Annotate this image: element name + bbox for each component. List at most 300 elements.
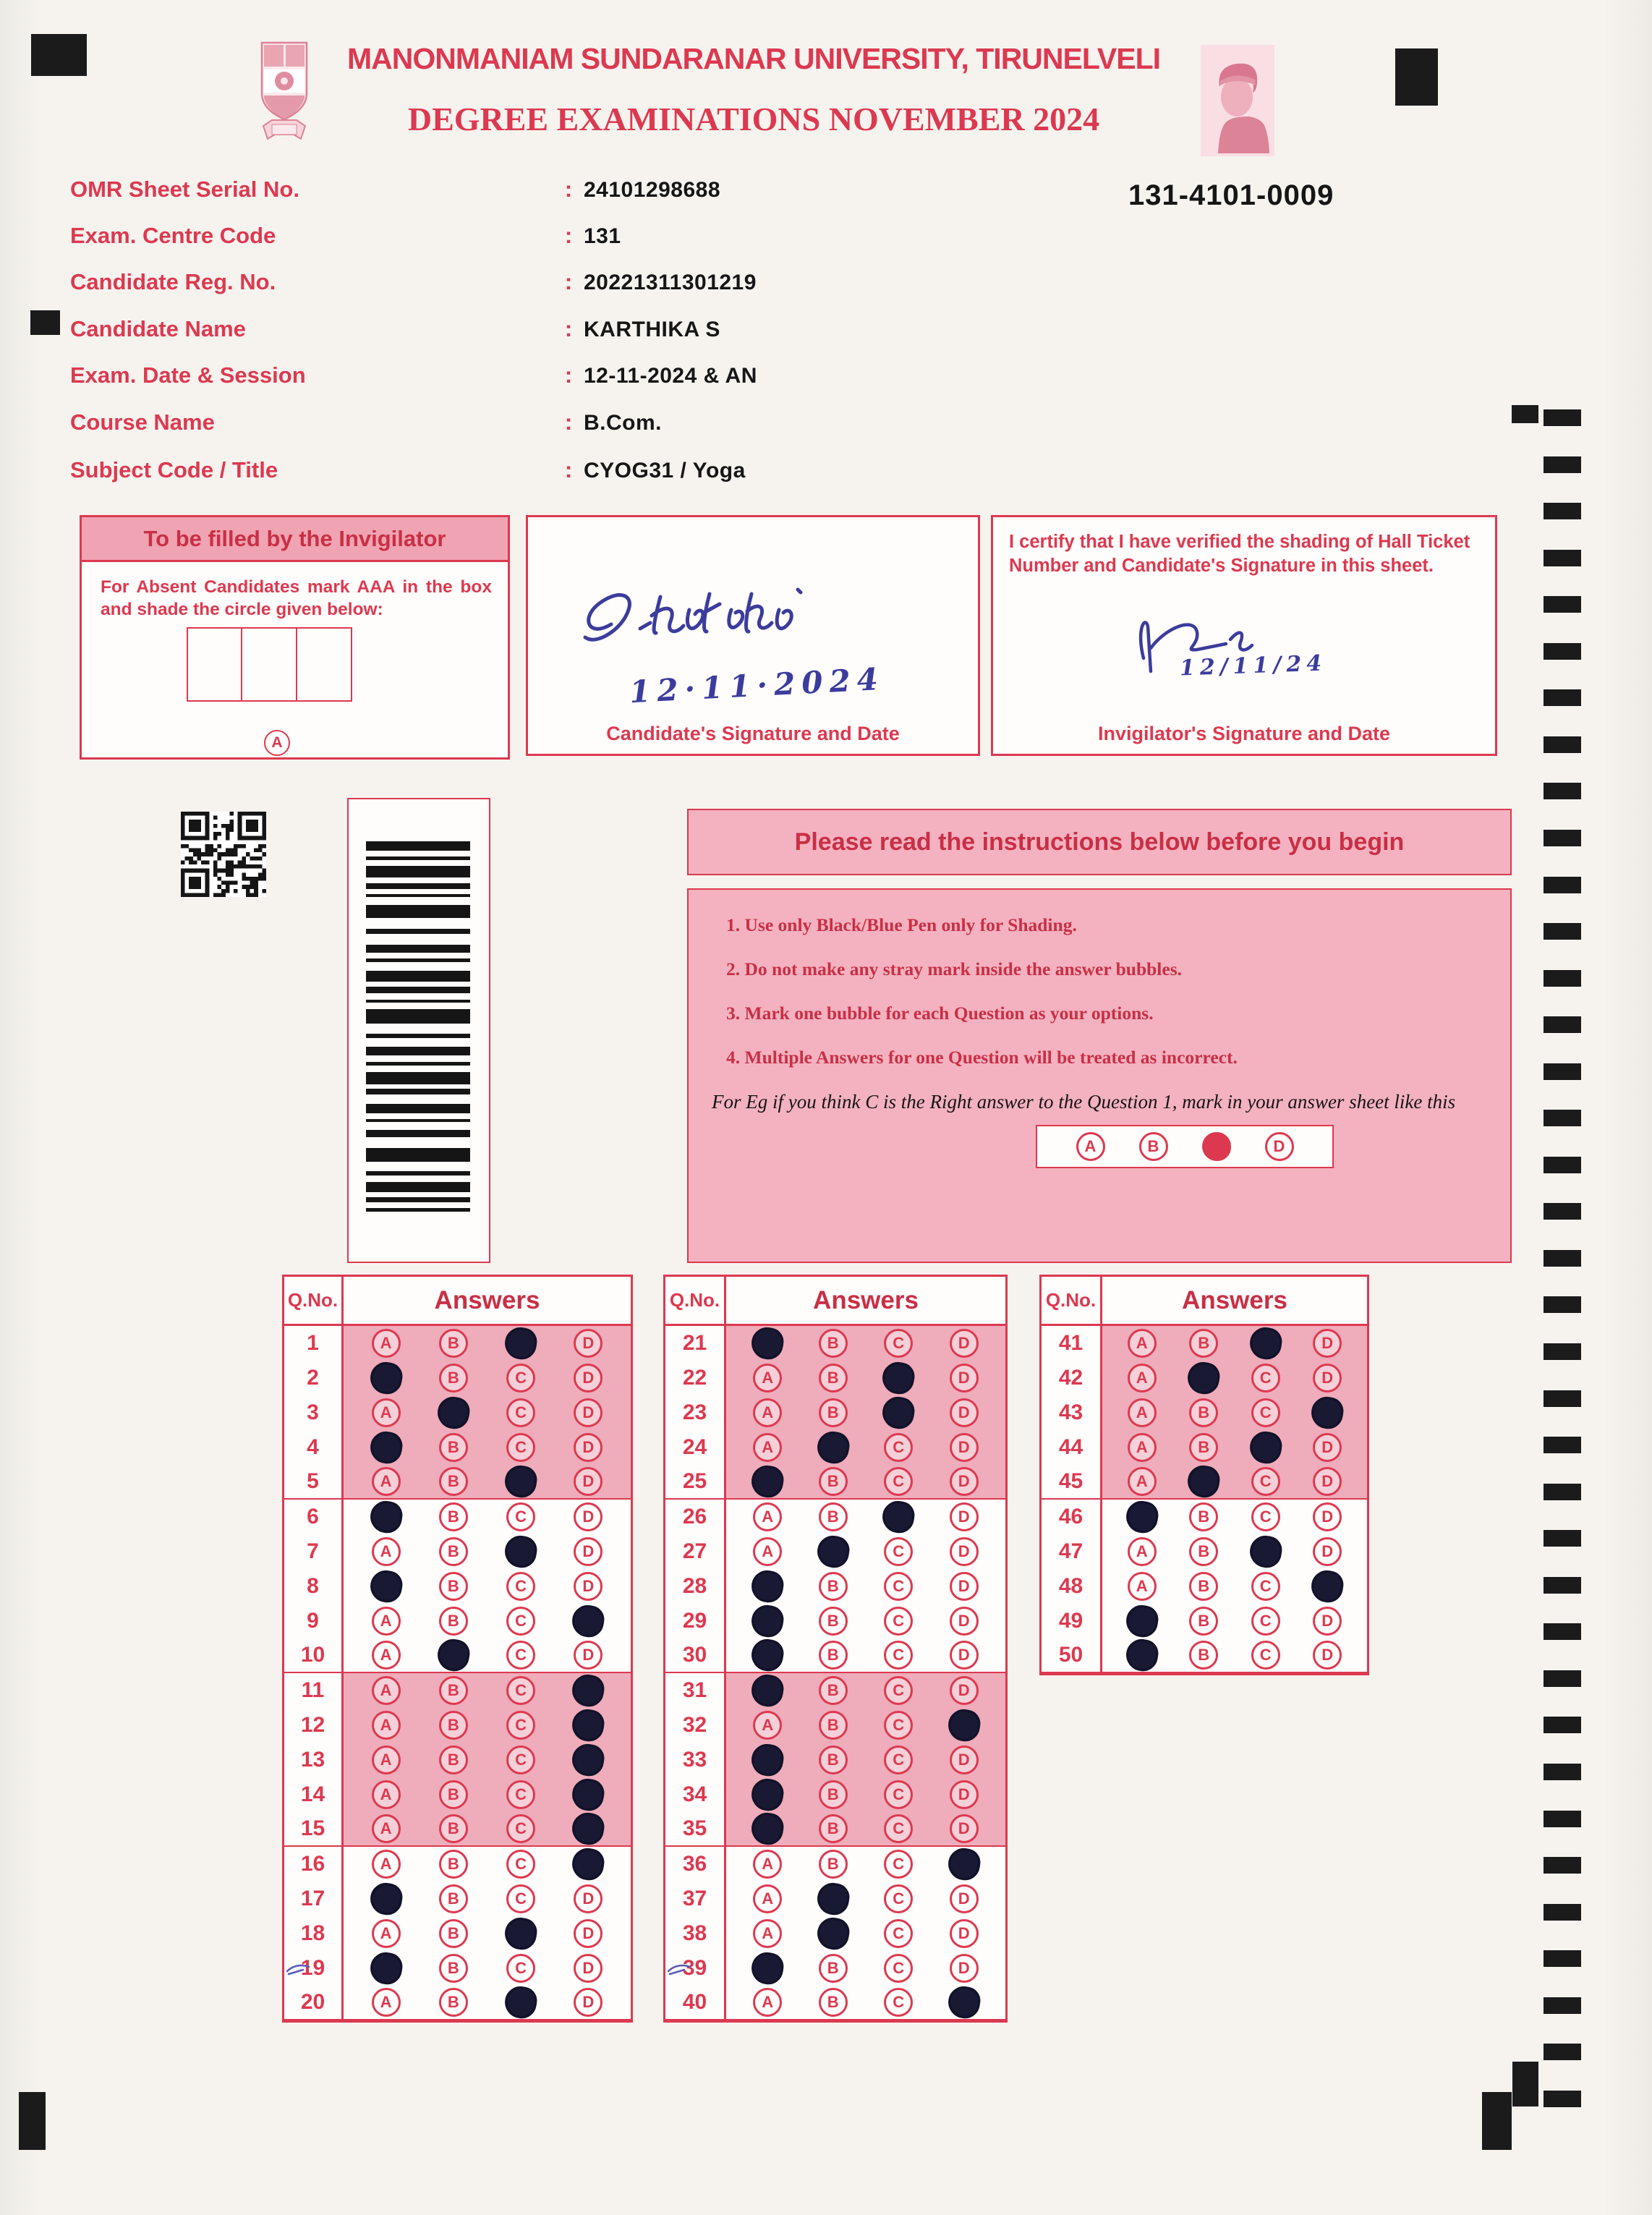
bubble-q19-d[interactable]: D [574,1954,603,1983]
bubble-q20-b[interactable]: B [439,1988,468,2017]
bubble-q40-c[interactable]: C [884,1988,913,2017]
bubble-q2-d[interactable]: D [574,1364,603,1393]
question-number: 33 [665,1743,726,1777]
bubble-q34-c[interactable]: C [884,1780,913,1809]
bubble-q29-c[interactable]: C [884,1607,913,1636]
stray-ink-mark [286,1958,310,1978]
bubble-q11-c[interactable]: C [506,1676,535,1705]
timing-mark [1544,643,1581,660]
question-number: 17 [284,1882,344,1916]
question-number: 7 [284,1534,344,1569]
bubble-q3-b[interactable] [435,1395,472,1431]
bubble-q43-b[interactable]: B [1189,1398,1218,1427]
bubble-q8-b[interactable]: B [439,1572,468,1601]
bubble-q25-b[interactable]: B [819,1467,848,1496]
bubble-q17-d[interactable]: D [574,1884,603,1913]
bubble-q32-c[interactable]: C [884,1711,913,1740]
bubble-q27-b[interactable] [815,1534,851,1570]
absent-code-cell[interactable] [241,627,297,702]
question-row-40 [665,1986,1005,2020]
bubble-q36-d[interactable] [946,1846,982,1882]
bubble-q49-b[interactable]: B [1189,1607,1218,1636]
bubble-q5-a[interactable]: A [372,1467,401,1496]
bubble-q38-d[interactable]: D [950,1919,979,1948]
bubble-q8-a[interactable] [367,1568,404,1604]
absent-bubble-a[interactable]: A [264,730,290,756]
bubble-q7-b[interactable]: B [439,1537,468,1566]
bubble-q42-c[interactable]: C [1251,1364,1280,1393]
bubble-q15-d[interactable] [570,1811,606,1847]
bubble-q45-c[interactable]: C [1251,1467,1280,1496]
bubble-q28-d[interactable]: D [950,1572,979,1601]
barcode-bar [366,1000,470,1003]
bubble-q25-d[interactable]: D [950,1467,979,1496]
bubble-q50-c[interactable]: C [1251,1641,1280,1670]
bubble-q16-b[interactable]: B [439,1850,468,1879]
barcode-bar [366,987,470,993]
bubble-q4-d[interactable]: D [574,1433,603,1462]
bubble-q19-a[interactable] [367,1950,404,1986]
bubble-q3-c[interactable]: C [506,1398,535,1427]
timing-mark [1544,923,1581,940]
bubble-q2-a[interactable] [367,1360,404,1396]
bubble-q24-c[interactable]: C [884,1433,913,1462]
question-row-3 [284,1395,631,1430]
bubble-q37-b[interactable] [815,1881,851,1917]
bubble-q1-d[interactable]: D [574,1329,603,1358]
bubble-q15-a[interactable]: A [372,1814,401,1843]
bubble-q47-b[interactable]: B [1189,1537,1218,1566]
timing-mark [1544,1110,1581,1126]
bubble-q18-d[interactable]: D [574,1919,603,1948]
bubble-q42-a[interactable]: A [1128,1364,1157,1393]
bubble-q10-d[interactable]: D [574,1641,603,1670]
absent-code-cell[interactable] [296,627,352,702]
barcode-bar [366,1197,470,1202]
bubble-q30-c[interactable]: C [884,1641,913,1670]
bubble-q38-a[interactable]: A [753,1919,782,1948]
bubble-q21-a[interactable] [749,1325,785,1361]
bubble-q16-d[interactable] [570,1846,606,1882]
timing-mark [1544,2044,1581,2060]
bubble-q13-d[interactable] [570,1742,606,1778]
bubble-q45-a[interactable]: A [1128,1467,1157,1496]
field-row [70,457,982,483]
field-value: B.Com. [584,411,662,435]
field-value: 24101298688 [584,178,721,202]
bubble-q28-c[interactable]: C [884,1572,913,1601]
timing-mark [1544,1484,1581,1500]
bubble-q18-a[interactable]: A [372,1919,401,1948]
barcode-bar [366,1072,470,1084]
bubble-q42-d[interactable]: D [1313,1364,1342,1393]
bubble-q32-b[interactable]: B [819,1711,848,1740]
bubble-q12-a[interactable]: A [372,1711,401,1740]
bubble-q37-a[interactable]: A [753,1884,782,1913]
bubble-q26-d[interactable]: D [950,1502,979,1531]
bubble-q10-c[interactable]: C [506,1641,535,1670]
bubble-q50-a[interactable] [1124,1637,1160,1673]
bubble-q35-a[interactable] [749,1811,785,1847]
bubble-q38-c[interactable]: C [884,1919,913,1948]
bubble-q20-d[interactable]: D [574,1988,603,2017]
bubble-q36-b[interactable]: B [819,1850,848,1879]
bubble-q2-c[interactable]: C [506,1364,535,1393]
question-row-45 [1042,1465,1367,1500]
field-label: Course Name [70,409,215,435]
qno-header: Q.No. [284,1277,344,1324]
bubble-q39-b[interactable]: B [819,1954,848,1983]
bubble-q9-c[interactable]: C [506,1607,535,1636]
bubble-q12-d[interactable] [570,1707,606,1743]
bubble-q39-d[interactable]: D [950,1954,979,1983]
bubble-q17-c[interactable]: C [506,1884,535,1913]
question-row-1 [284,1326,631,1361]
bubble-q46-c[interactable]: C [1251,1502,1280,1531]
timing-mark [1544,689,1581,706]
bubble-q3-a[interactable]: A [372,1398,401,1427]
question-row-8 [284,1569,631,1604]
field-label: Exam. Centre Code [70,223,276,248]
bubble-q48-d[interactable] [1309,1568,1345,1604]
bubble-q10-a[interactable]: A [372,1641,401,1670]
question-number: 19 [284,1951,344,1986]
timing-mark [1544,1811,1581,1827]
bubble-q22-d[interactable]: D [950,1364,979,1393]
bubble-q23-b[interactable]: B [819,1398,848,1427]
barcode-bar [366,1171,470,1175]
question-number: 11 [284,1673,344,1708]
bubble-q12-c[interactable]: C [506,1711,535,1740]
field-label: OMR Sheet Serial No. [70,177,299,202]
question-row-28 [665,1569,1005,1604]
bubble-q1-a[interactable]: A [372,1329,401,1358]
bubble-q16-c[interactable]: C [506,1850,535,1879]
bubble-q40-b[interactable]: B [819,1988,848,2017]
bubble-q22-b[interactable]: B [819,1364,848,1393]
field-colon: : [564,316,573,341]
bubble-q37-d[interactable]: D [950,1884,979,1913]
bubble-q24-d[interactable]: D [950,1433,979,1462]
bubble-q17-b[interactable]: B [439,1884,468,1913]
bubble-q48-c[interactable]: C [1251,1572,1280,1601]
bubble-q27-c[interactable]: C [884,1537,913,1566]
bubble-q26-a[interactable]: A [753,1502,782,1531]
question-row-34 [665,1777,1005,1812]
bubble-q7-a[interactable]: A [372,1537,401,1566]
bubble-q37-c[interactable]: C [884,1884,913,1913]
bubble-q10-b[interactable] [435,1637,472,1673]
bubble-q21-c[interactable]: C [884,1329,913,1358]
bubble-q6-c[interactable]: C [506,1502,535,1531]
bubble-q31-a[interactable] [749,1672,785,1709]
question-number: 31 [665,1673,726,1708]
bubble-q33-b[interactable]: B [819,1746,848,1774]
bubble-q41-a[interactable]: A [1128,1329,1157,1358]
bubble-q22-c[interactable] [880,1360,916,1396]
bubble-q3-d[interactable]: D [574,1398,603,1427]
bubble-q36-a[interactable]: A [753,1850,782,1879]
bubble-q22-a[interactable]: A [753,1364,782,1393]
bubble-q26-c[interactable] [880,1499,916,1535]
bubble-q30-d[interactable]: D [950,1641,979,1670]
bubble-q26-b[interactable]: B [819,1502,848,1531]
bubble-q50-d[interactable]: D [1313,1641,1342,1670]
barcode-bar [366,1104,470,1113]
barcode [347,798,490,1263]
question-number: 45 [1042,1465,1102,1498]
bubble-q35-d[interactable]: D [950,1814,979,1843]
bubble-q47-c[interactable] [1248,1534,1284,1570]
question-number: 24 [665,1430,726,1465]
bubble-q12-b[interactable]: B [439,1711,468,1740]
timing-mark [1544,877,1581,893]
bubble-q4-c[interactable]: C [506,1433,535,1462]
bubble-q28-b[interactable]: B [819,1572,848,1601]
bubble-q19-c[interactable]: C [506,1954,535,1983]
bubble-q14-d[interactable] [570,1777,606,1813]
bubble-q39-c[interactable]: C [884,1954,913,1983]
field-colon: : [564,457,573,482]
bubble-q9-d[interactable] [570,1603,606,1639]
bubble-q41-d[interactable]: D [1313,1329,1342,1358]
index-mark-top-right [1512,405,1538,423]
bubble-q20-c[interactable] [503,1984,539,2020]
bubble-q2-b[interactable]: B [439,1364,468,1393]
bubble-q21-d[interactable]: D [950,1329,979,1358]
bubble-q8-c[interactable]: C [506,1572,535,1601]
invigilator-signature-caption: Invigilator's Signature and Date [1098,723,1390,744]
bubble-q49-a[interactable] [1124,1603,1160,1639]
bubble-q28-a[interactable] [749,1568,785,1604]
bubble-q46-b[interactable]: B [1189,1502,1218,1531]
barcode-bar [366,929,470,934]
timing-mark [1544,1577,1581,1594]
absent-code-cell[interactable] [187,627,243,702]
field-label: Candidate Reg. No. [70,269,276,294]
question-number: 34 [665,1777,726,1812]
instruction-item: 2. Do not make any stray mark inside the answer bubbles. [726,958,1183,979]
bubble-q5-d[interactable]: D [574,1467,603,1496]
bubble-q34-b[interactable]: B [819,1780,848,1809]
bubble-q34-d[interactable]: D [950,1780,979,1809]
bubble-q33-c[interactable]: C [884,1746,913,1774]
bubble-q15-c[interactable]: C [506,1814,535,1843]
bubble-q24-b[interactable] [815,1429,851,1466]
bubble-q47-a[interactable]: A [1128,1537,1157,1566]
bubble-q20-a[interactable]: A [372,1988,401,2017]
bubble-q11-b[interactable]: B [439,1676,468,1705]
bubble-q35-b[interactable]: B [819,1814,848,1843]
timing-mark [1544,1623,1581,1640]
qr-code [181,812,266,897]
bubble-q32-d[interactable] [946,1707,982,1743]
bubble-q23-c[interactable] [880,1395,916,1431]
qno-header: Q.No. [1042,1277,1102,1324]
question-row-24 [665,1430,1005,1465]
question-row-50 [1042,1638,1367,1673]
question-number: 30 [665,1638,726,1672]
bubble-q44-b[interactable]: B [1189,1433,1218,1462]
registration-mark-bottom-right [1482,2092,1512,2150]
question-number: 41 [1042,1326,1102,1361]
bubble-q14-a[interactable]: A [372,1780,401,1809]
bubble-q29-a[interactable] [749,1603,785,1639]
bubble-q29-b[interactable]: B [819,1607,848,1636]
field-label: Subject Code / Title [70,457,278,482]
bubble-q7-c[interactable] [503,1534,539,1570]
question-number: 37 [665,1882,726,1916]
timing-mark [1544,1343,1581,1360]
bubble-q48-b[interactable]: B [1189,1572,1218,1601]
question-row-7 [284,1534,631,1569]
bubble-q31-d[interactable]: D [950,1676,979,1705]
bubble-q14-c[interactable]: C [506,1780,535,1809]
candidate-signature-ink [568,568,915,662]
bubble-q1-b[interactable]: B [439,1329,468,1358]
bubble-q11-a[interactable]: A [372,1676,401,1705]
example-bubble-b: B [1139,1132,1168,1161]
bubble-q34-a[interactable] [749,1777,785,1813]
example-bubble-a: A [1076,1132,1105,1161]
bubble-q27-a[interactable]: A [753,1537,782,1566]
sheet-code: 131-4101-0009 [1128,179,1334,211]
bubble-q25-c[interactable]: C [884,1467,913,1496]
bubble-q4-b[interactable]: B [439,1433,468,1462]
bubble-q9-b[interactable]: B [439,1607,468,1636]
question-row-17 [284,1882,631,1916]
bubble-q23-a[interactable]: A [753,1398,782,1427]
bubble-q27-d[interactable]: D [950,1537,979,1566]
bubble-q18-b[interactable]: B [439,1919,468,1948]
timing-mark [1544,1997,1581,2014]
question-number: 36 [665,1847,726,1882]
question-number: 21 [665,1326,726,1361]
timing-mark [1544,1530,1581,1547]
bubble-q49-c[interactable]: C [1251,1607,1280,1636]
question-row-33 [665,1743,1005,1777]
bubble-q8-d[interactable]: D [574,1572,603,1601]
bubble-q44-d[interactable]: D [1313,1433,1342,1462]
bubble-q48-a[interactable]: A [1128,1572,1157,1601]
bubble-q7-d[interactable]: D [574,1537,603,1566]
bubble-q21-b[interactable]: B [819,1329,848,1358]
bubble-q13-a[interactable]: A [372,1746,401,1774]
bubble-q42-b[interactable] [1185,1360,1222,1396]
answers-header: Answers [434,1285,540,1314]
question-number: 20 [284,1986,344,2019]
bubble-q41-b[interactable]: B [1189,1329,1218,1358]
bubble-q46-d[interactable]: D [1313,1502,1342,1531]
bubble-q39-a[interactable] [749,1950,785,1986]
bubble-q31-c[interactable]: C [884,1676,913,1705]
bubble-q49-d[interactable]: D [1313,1607,1342,1636]
bubble-q32-a[interactable]: A [753,1711,782,1740]
bubble-q41-c[interactable] [1248,1325,1284,1361]
bubble-q44-c[interactable] [1248,1429,1284,1466]
bubble-q1-c[interactable] [503,1325,539,1361]
invigilator-box-title: To be filled by the Invigilator [82,517,508,562]
bubble-q16-a[interactable]: A [372,1850,401,1879]
question-number: 48 [1042,1569,1102,1604]
field-row [70,409,982,435]
bubble-q4-a[interactable] [367,1429,404,1466]
timing-mark [1544,1016,1581,1033]
question-row-25 [665,1465,1005,1500]
exam-title: DEGREE EXAMINATIONS NOVEMBER 2024 [407,101,1100,137]
barcode-bar [366,1047,470,1055]
bubble-q43-c[interactable]: C [1251,1398,1280,1427]
bubble-q45-d[interactable]: D [1313,1467,1342,1496]
answer-grid-1 [282,1275,633,2023]
barcode-bar [366,1034,470,1038]
question-row-39 [665,1951,1005,1986]
bubble-q29-d[interactable]: D [950,1607,979,1636]
answers-header: Answers [813,1285,919,1314]
bubble-q40-a[interactable]: A [753,1988,782,2017]
bubble-q6-b[interactable]: B [439,1502,468,1531]
question-number: 46 [1042,1500,1102,1534]
bubble-q44-a[interactable]: A [1128,1433,1157,1462]
bubble-q46-a[interactable] [1124,1499,1160,1535]
bubble-q11-d[interactable] [570,1672,606,1709]
bubble-q5-c[interactable] [503,1463,539,1500]
bubble-q33-d[interactable]: D [950,1746,979,1774]
question-row-32 [665,1708,1005,1743]
bubble-q38-b[interactable] [815,1916,851,1952]
bubble-q18-c[interactable] [503,1916,539,1952]
question-row-29 [665,1604,1005,1638]
bubble-q35-c[interactable]: C [884,1814,913,1843]
bubble-q25-a[interactable] [749,1463,785,1500]
bubble-q9-a[interactable]: A [372,1607,401,1636]
question-number: 15 [284,1812,344,1845]
bubble-q43-a[interactable]: A [1128,1398,1157,1427]
barcode-bar [366,894,470,897]
bubble-q13-b[interactable]: B [439,1746,468,1774]
question-row-31 [665,1673,1005,1708]
question-row-43 [1042,1395,1367,1430]
bubble-q36-c[interactable]: C [884,1850,913,1879]
candidate-date: 12·11·2024 [628,660,886,710]
question-number: 13 [284,1743,344,1777]
bubble-q50-b[interactable]: B [1189,1641,1218,1670]
field-colon: : [564,269,573,294]
bubble-q6-a[interactable] [367,1499,404,1535]
bubble-q24-a[interactable]: A [753,1433,782,1462]
bubble-q14-b[interactable]: B [439,1780,468,1809]
bubble-q30-a[interactable] [749,1637,785,1673]
candidate-signature-caption: Candidate's Signature and Date [606,723,900,744]
question-number: 50 [1042,1638,1102,1672]
bubble-q15-b[interactable]: B [439,1814,468,1843]
barcode-bar [366,1208,470,1212]
bubble-q45-b[interactable] [1185,1463,1222,1500]
bubble-q30-b[interactable]: B [819,1641,848,1670]
bubble-q23-d[interactable]: D [950,1398,979,1427]
bubble-q6-d[interactable]: D [574,1502,603,1531]
bubble-q43-d[interactable] [1309,1395,1345,1431]
bubble-q47-d[interactable]: D [1313,1537,1342,1566]
bubble-q13-c[interactable]: C [506,1746,535,1774]
question-row-36 [665,1847,1005,1882]
bubble-q17-a[interactable] [367,1881,404,1917]
bubble-q19-b[interactable]: B [439,1954,468,1983]
bubble-q5-b[interactable]: B [439,1467,468,1496]
bubble-q33-a[interactable] [749,1742,785,1778]
bubble-q40-d[interactable] [946,1984,982,2020]
bubble-q31-b[interactable]: B [819,1676,848,1705]
